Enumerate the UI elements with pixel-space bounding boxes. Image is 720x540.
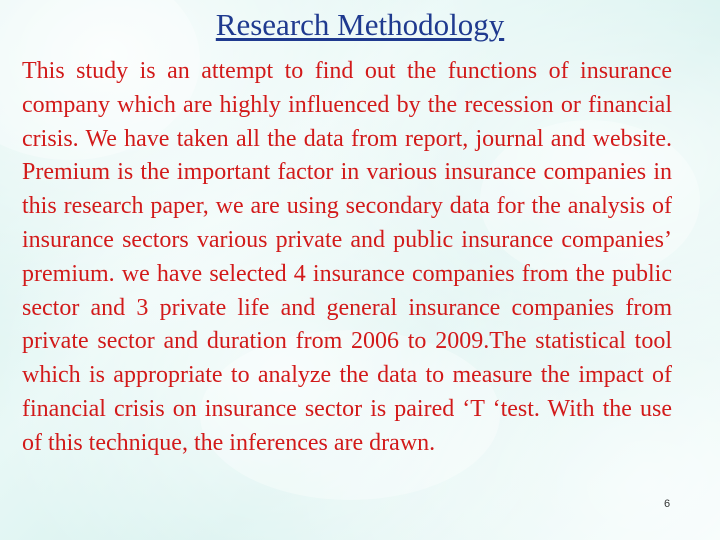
methodology-paragraph: This study is an attempt to find out the functions of insurance company which are highly influenced by the recession or financial crisis. We have taken all the data from report, journal and website. Premium is the important factor in various insurance companies in this research paper, we are using secondary data for the analysis of insurance sectors various private and public insurance companies’ premium. we have selected 4 insurance companies from the public sector and 3 private life and general insurance companies from private sector and duration from 2006 to 2009.The statistical tool which is appropriate to analyze the data to measure the impact of financial crisis on insurance sector is paired ‘T ‘test. With the use of this technique, the inferences are drawn. bbox=[22, 58, 672, 456]
page-number: 6 bbox=[664, 498, 671, 510]
slide-title: Research Methodology bbox=[215, 7, 505, 42]
